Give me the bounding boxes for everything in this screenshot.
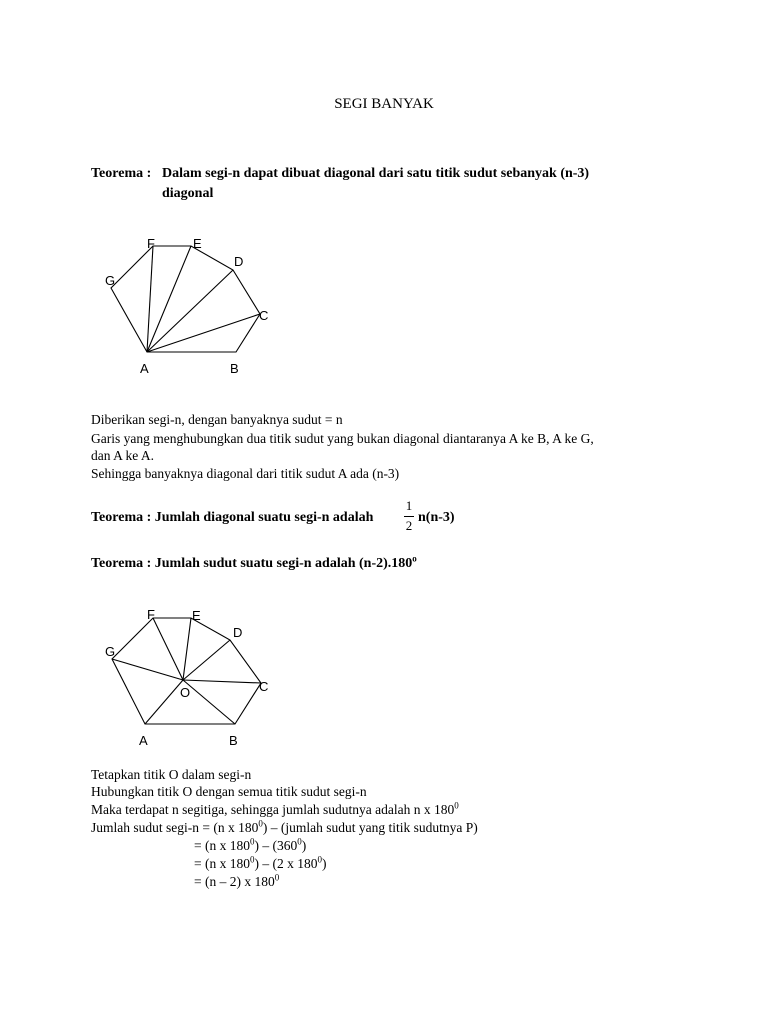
- page-title: SEGI BANYAK: [334, 96, 434, 112]
- vertex-label-E: E: [193, 236, 202, 251]
- degree-symbol: o: [412, 553, 417, 564]
- segment-O-C: [183, 680, 261, 683]
- segment-O-G: [112, 659, 183, 680]
- vertex2-label-D: D: [233, 625, 243, 640]
- segment-O-F: [153, 618, 183, 680]
- theorem1-line1: Dalam segi-n dapat dibuat diagonal dari satu titik sudut sebanyak (n-3): [162, 166, 590, 181]
- vertex-label-B: B: [230, 361, 239, 376]
- para2-line5: = (n x $180^0) - (360^0)$: [194, 836, 307, 853]
- para2-line1: Tetapkan titik O dalam segi-n: [91, 767, 252, 782]
- para1-line3: dan A ke A.: [91, 448, 154, 463]
- theorem2-tail: n(n-3): [418, 510, 455, 525]
- segment-O-E: [183, 618, 191, 680]
- para2-line6: = (n x $180^0) - (2$ x $180^0$): [194, 854, 327, 871]
- vertex-label-F: F: [147, 236, 155, 251]
- para2-line7: = (n – 2) x $180^0$: [194, 872, 280, 889]
- fraction-denominator: 2: [405, 518, 413, 533]
- vertex-label-G: G: [105, 273, 116, 288]
- segment-O-D: [183, 640, 230, 680]
- para2-line2: Hubungkan titik O dengan semua titik sudut segi-n: [91, 784, 367, 799]
- theorem1-label: Teorema :: [91, 166, 152, 181]
- para1-line1: Diberikan segi-n, dengan banyaknya sudut = n: [91, 412, 343, 427]
- segment-O-A: [145, 680, 183, 724]
- vertex2-label-B: B: [229, 733, 238, 748]
- vertex2-label-G: G: [105, 644, 116, 659]
- para2-line3: Maka terdapat n segitiga, sehingga jumlah sudutnya adalah n x $180^0$: [91, 800, 459, 817]
- segment-O-B: [183, 680, 235, 724]
- vertex-label-A: A: [140, 361, 149, 376]
- vertex2-label-A: A: [139, 733, 148, 748]
- theorem1-line2: diagonal: [162, 186, 214, 201]
- vertex-label-C: C: [259, 308, 269, 323]
- vertex2-label-C: C: [259, 679, 269, 694]
- para1-line4: Sehingga banyaknya diagonal dari titik sudut A ada (n-3): [91, 466, 400, 481]
- point-label-O: O: [180, 685, 191, 700]
- theorem3-text: Teorema : Jumlah sudut suatu segi-n adalah (n-2).180$^o$: [91, 553, 417, 571]
- vertex-label-D: D: [234, 254, 244, 269]
- para2-line4: Jumlah sudut segi-n = (n x $180^0$) – (jumlah sudut yang titik sudutnya P): [91, 818, 478, 835]
- vertex2-label-F: F: [147, 607, 155, 622]
- vertex2-label-E: E: [192, 608, 201, 623]
- theorem2-text: Teorema : Jumlah diagonal suatu segi-n adalah: [91, 510, 374, 525]
- para1-line2: Garis yang menghubungkan dua titik sudut yang bukan diagonal diantaranya A ke B, A ke G,: [91, 431, 594, 446]
- fraction-numerator: 1: [405, 498, 413, 513]
